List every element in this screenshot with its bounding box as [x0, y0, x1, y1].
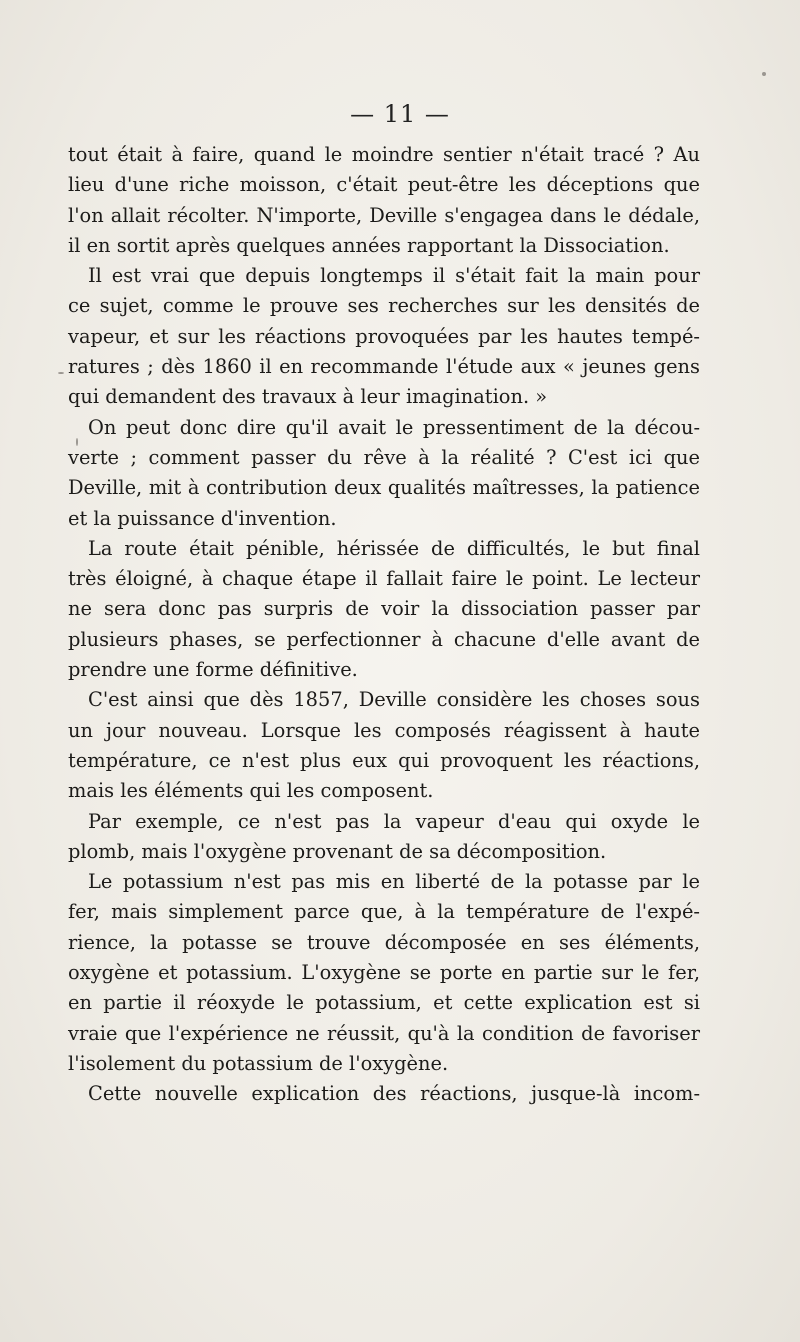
text-line: Cette nouvelle explication des réactions, jusque-là incom- — [88, 1082, 700, 1106]
text-line: rience, la potasse se trouve décomposée en ses éléments, — [68, 930, 700, 954]
text-line: vapeur, et sur les réactions provoquées par les hautes tempé- — [68, 324, 700, 348]
text-line: l'isolement du potassium de l'oxygène. — [68, 1051, 449, 1075]
text-line: Il est vrai que depuis longtemps il s'était fait la main pour — [88, 264, 700, 288]
page-number: — 11 — — [350, 100, 450, 128]
text-line: l'on allait récolter. N'importe, Deville s'engagea dans le dédale, — [68, 203, 700, 227]
text-line: plusieurs phases, se perfectionner à chacune d'elle avant de — [68, 627, 700, 651]
text-line: lieu d'une riche moisson, c'était peut-être les déceptions que — [68, 173, 700, 197]
text-line: plomb, mais l'oxygène provenant de sa décomposition. — [68, 839, 607, 863]
scan-speck — [58, 372, 64, 374]
text-line: ce sujet, comme le prouve ses recherches sur les densités de — [68, 294, 700, 318]
scan-speck — [762, 72, 766, 76]
text-line: La route était pénible, hérissée de difficultés, le but final — [88, 536, 700, 560]
text-line: Deville, mit à contribution deux qualités maîtresses, la patience — [68, 476, 700, 500]
text-line: et la puissance d'invention. — [68, 506, 337, 530]
text-line: On peut donc dire qu'il avait le pressentiment de la décou- — [88, 415, 700, 439]
text-line: il en sortit après quelques années rapportant la Dissociation. — [68, 233, 670, 257]
text-line: prendre une forme définitive. — [68, 658, 358, 682]
text-line: ratures ; dès 1860 il en recommande l'étude aux « jeunes gens — [68, 355, 700, 379]
text-line: fer, mais simplement parce que, à la température de l'expé- — [68, 900, 700, 924]
text-line: un jour nouveau. Lorsque les composés réagissent à haute — [68, 718, 700, 742]
text-line: mais les éléments qui les composent. — [68, 779, 434, 803]
text-line: verte ; comment passer du rêve à la réalité ? C'est ici que — [68, 445, 700, 469]
text-line: en partie il réoxyde le potassium, et cette explication est si — [68, 991, 700, 1015]
text-line: Le potassium n'est pas mis en liberté de la potasse par le — [88, 870, 700, 894]
text-line: oxygène et potassium. L'oxygène se porte en partie sur le fer, — [68, 961, 700, 985]
text-line: vraie que l'expérience ne réussit, qu'à la condition de favoriser — [68, 1021, 700, 1045]
text-line: très éloigné, à chaque étape il fallait faire le point. Le lecteur — [68, 567, 700, 591]
text-line: tout était à faire, quand le moindre sentier n'était tracé ? Au — [68, 143, 700, 166]
text-line: C'est ainsi que dès 1857, Deville considère les choses sous — [88, 688, 700, 712]
text-line: qui demandent des travaux à leur imagination. » — [68, 385, 548, 409]
text-line: ne sera donc pas surpris de voir la dissociation passer par — [68, 597, 700, 621]
text-line: température, ce n'est plus eux qui provoquent les réactions, — [68, 748, 700, 772]
body-text — [68, 140, 700, 1110]
scan-speck — [76, 438, 78, 446]
text-line: Par exemple, ce n'est pas la vapeur d'eau qui oxyde le — [88, 809, 700, 833]
